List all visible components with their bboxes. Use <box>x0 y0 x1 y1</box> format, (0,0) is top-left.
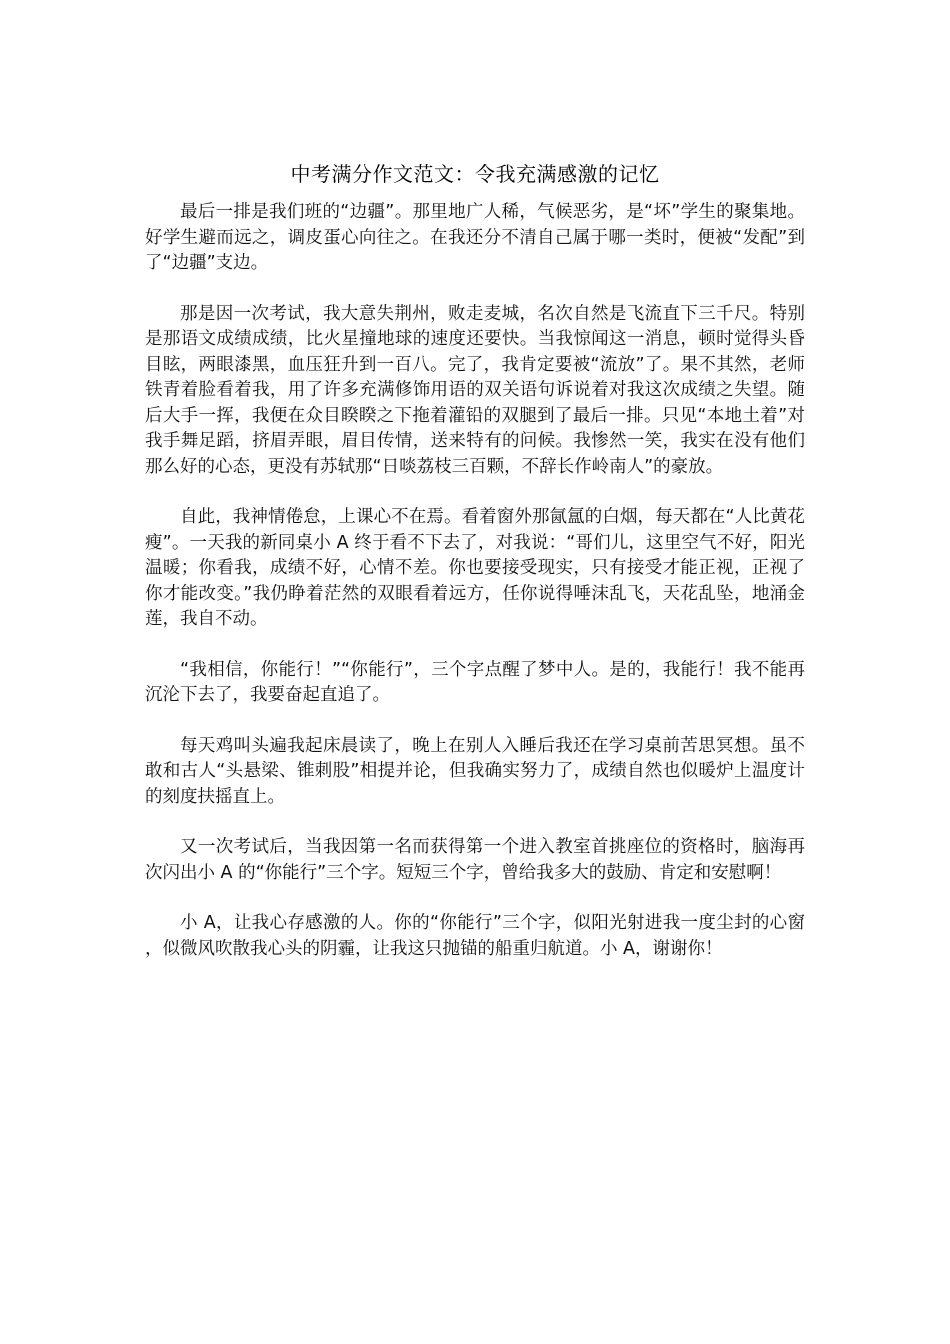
paragraph: 又一次考试后，当我因第一名而获得第一个进入教室首挑座位的资格时，脑海再次闪出小 A 的“你能行”三个字。短短三个字，曾给我多大的鼓励、肯定和安慰啊！ <box>145 837 805 883</box>
paragraph: 最后一排是我们班的“边疆”。那里地广人稀，气候恶劣，是“坏”学生的聚集地。好学生避而远之，调皮蛋心向往之。在我还分不清自己属于哪一类时，便被“发配”到了“边疆”支边。 <box>145 202 805 273</box>
paragraph: 那是因一次考试，我大意失荆州，败走麦城，名次自然是飞流直下三千尺。特别是那语文成绩成绩，比火星撞地球的速度还要快。当我惊闻这一消息，顿时觉得头昏目眩，两眼漆黑，血压狂升到一百八。完了，我肯定要被“流放”了。果不其然，老师铁青着脸看着我，用了许多充满修饰用语的双关语句诉说着对我这次成绩之失望。随后大手一挥，我便在众目睽睽之下拖着灌铅的双腿到了最后一排。只见“本地土着”对我手舞足蹈，挤眉弄眼，眉目传情，送来特有的问候。我惨然一笑，我实在没有他们那么好的心态，更没有苏轼那“日啖荔枝三百颗，不辞长作岭南人”的豪放。 <box>145 303 805 477</box>
paragraph: 自此，我神情倦怠，上课心不在焉。看着窗外那氤氲的白烟，每天都在“人比黄花瘦”。一天我的新同桌小 A 终于看不下去了，对我说：“哥们儿，这里空气不好，阳光温暖；你看我，成绩不好，心情不差。你也要接受现实，只有接受才能正视，正视了你才能改变。”我仍睁着茫然的双眼看着远方，任你说得唾沫乱飞，天花乱坠，地涌金莲，我自不动。 <box>145 507 805 629</box>
paragraph: 每天鸡叫头遍我起床晨读了，晚上在别人入睡后我还在学习桌前苦思冥想。虽不敢和古人“头悬梁、锥刺股”相提并论，但我确实努力了，成绩自然也似暖炉上温度计的刻度扶摇直上。 <box>145 735 805 807</box>
paragraph: “我相信，你能行！”“你能行”，三个字点醒了梦中人。是的，我能行！我不能再沉沦下去了，我要奋起直追了。 <box>145 659 805 705</box>
paragraph: 小 A，让我心存感激的人。你的“你能行”三个字，似阳光射进我一度尘封的心窗，似微风吹散我心头的阴霾，让我这只抛锚的船重归航道。小 A，谢谢你！ <box>145 913 805 959</box>
document-body <box>145 200 805 987</box>
document-title: 中考满分作文范文：令我充满感激的记忆 <box>290 162 660 186</box>
